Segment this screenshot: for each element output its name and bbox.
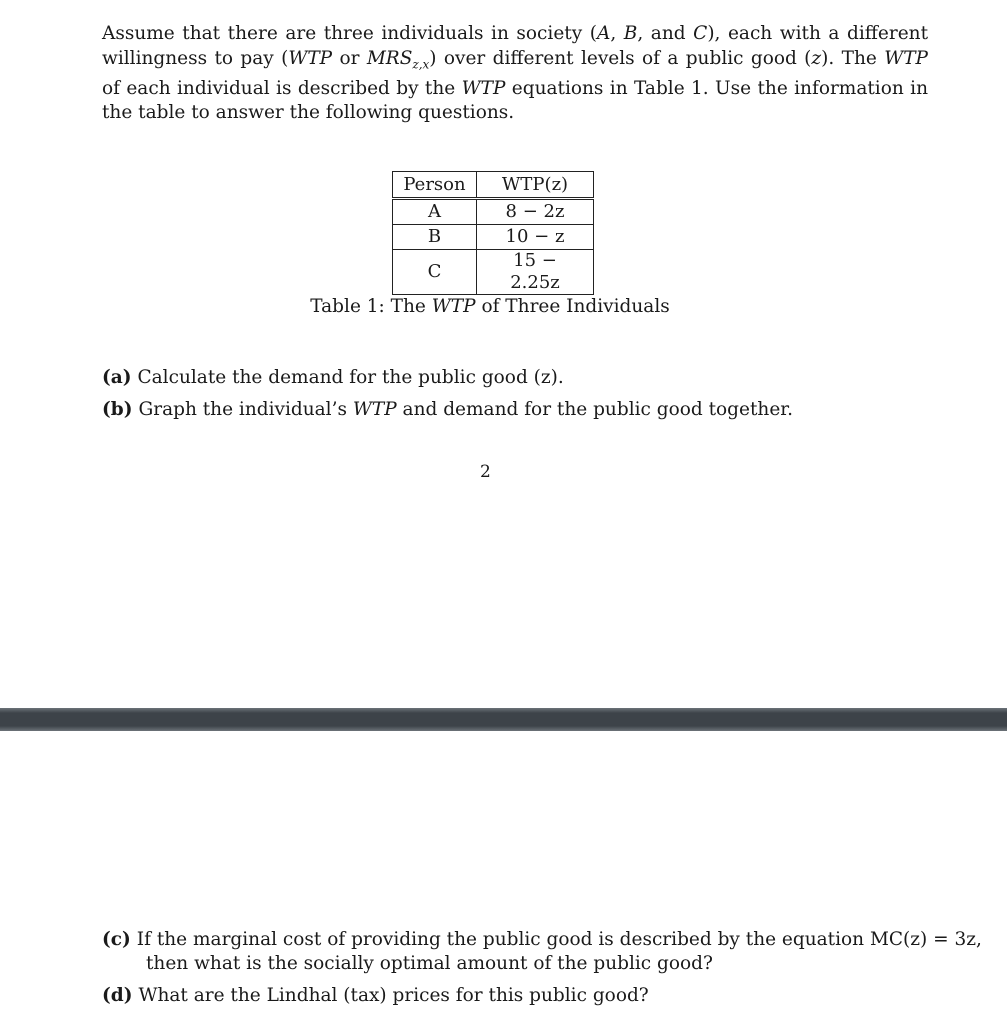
table-row [393, 225, 594, 250]
question-label: (a) [102, 367, 132, 388]
question-c: (c) If the marginal cost of providing the public good is described by the equation MC(z) = 3z, then what is the socially optimal amount of the public good? [102, 929, 982, 974]
table-row [393, 199, 594, 225]
question-a: (a) Calculate the demand for the public good (z). [102, 367, 564, 388]
math-c: C [693, 23, 708, 44]
intro-paragraph: Assume that there are three individuals in society (A, B, and C), each with a different willingness to pay (WTP or $MRS_{z,x}$) over different levels of a public good (z). The WTP of each individual is described by the WTP equations in Table 1. Use the information in the table to answer the following questions. [102, 23, 929, 124]
wtp-table [392, 171, 594, 295]
math-mrs: MRS [366, 47, 413, 69]
header-person: Person [393, 172, 477, 199]
question-d: (d) What are the Lindhal (tax) prices for this public good? [102, 985, 649, 1006]
math-a: A [596, 23, 611, 44]
question-label: (d) [102, 985, 133, 1006]
table-header-row [393, 172, 594, 199]
cell-person: B [393, 225, 477, 250]
cell-wtp: 15 − 2.25z [477, 250, 594, 295]
question-label: (b) [102, 399, 133, 420]
math-b: B [623, 23, 638, 44]
page-number: 2 [480, 462, 491, 482]
table-caption: Table 1: The WTP of Three Individuals [310, 296, 670, 317]
math-wtp: WTP [288, 47, 333, 69]
cell-wtp: 8 − 2z [477, 199, 594, 225]
document-page-bottom [0, 731, 1007, 1024]
math-z: z [811, 47, 822, 69]
math-wtp: WTP [884, 47, 928, 69]
question-label: (c) [102, 929, 131, 950]
cell-person: C [393, 250, 477, 295]
cell-person: A [393, 199, 477, 225]
math-wtp: WTP [461, 77, 506, 99]
table-row [393, 250, 594, 295]
header-wtp: WTP(z) [477, 172, 594, 199]
cell-wtp: 10 − z [477, 225, 594, 250]
question-b: (b) Graph the individual’s WTP and demand for the public good together. [102, 399, 793, 420]
math-mrs-subscript: z,x [412, 57, 430, 72]
page-divider [0, 708, 1007, 731]
